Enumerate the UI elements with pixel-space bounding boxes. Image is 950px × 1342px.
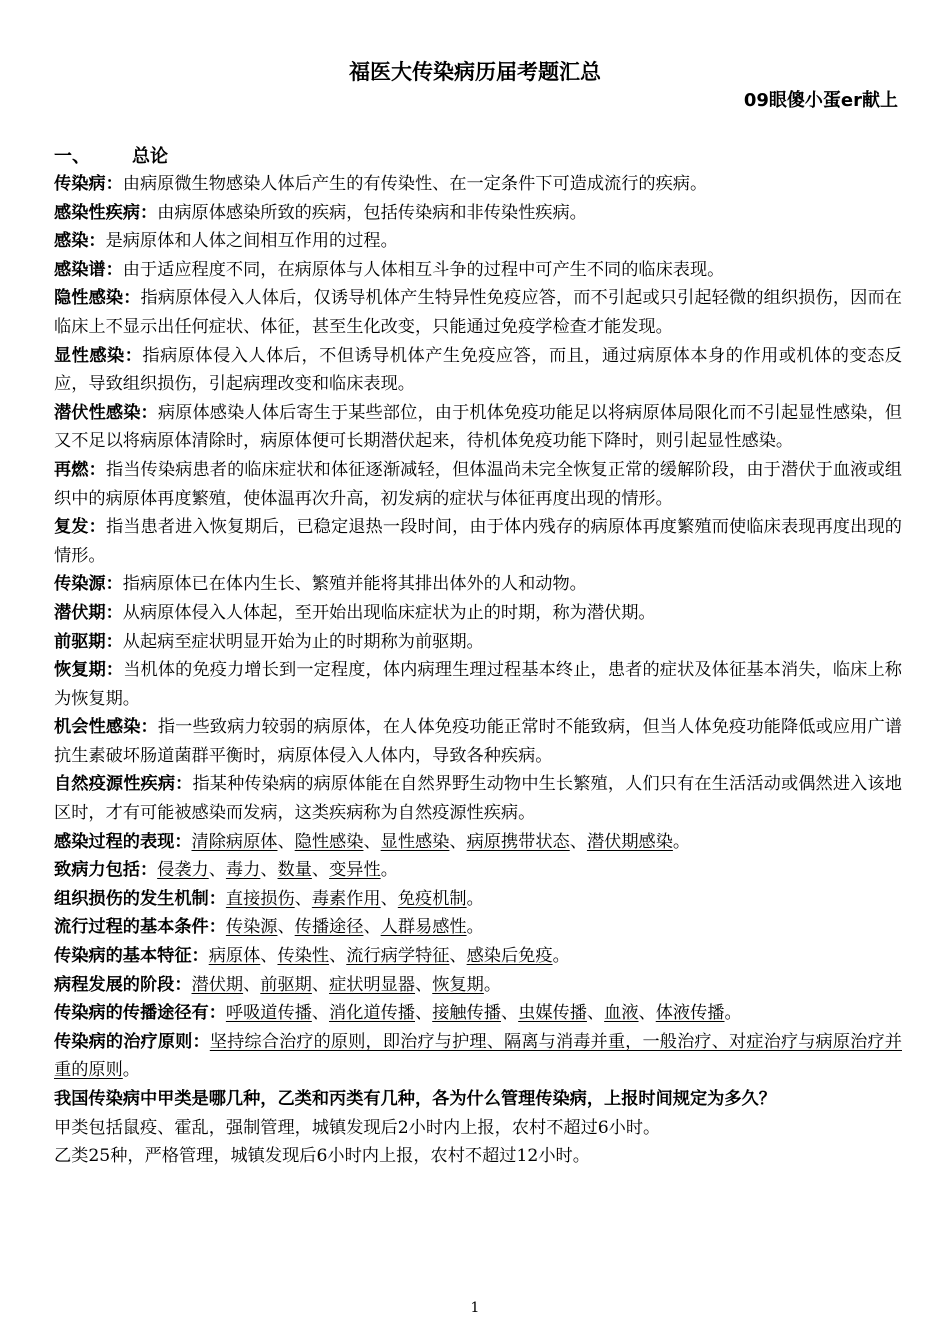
definition-paragraph <box>54 199 902 228</box>
definition-term: 复发： <box>54 517 106 538</box>
separator: 、 <box>208 860 226 881</box>
question: 我国传染病中甲类是哪几种，乙类和丙类有几种，各为什么管理传染病，上报时间规定为多久？ <box>54 1089 776 1109</box>
definition-paragraph <box>54 456 902 513</box>
definition-paragraph <box>54 284 902 341</box>
underlined-item: 消化道传播 <box>329 1003 415 1024</box>
definition-paragraph <box>54 256 902 285</box>
end-punctuation: 。 <box>380 860 398 881</box>
key-point-paragraph <box>54 942 902 971</box>
definition-term: 隐性感染： <box>54 288 141 309</box>
underlined-item: 毒素作用 <box>311 888 381 909</box>
underlined-item: 呼吸道传播 <box>225 1003 312 1024</box>
separator: 、 <box>449 831 467 852</box>
definition-paragraph <box>54 656 902 713</box>
answer-paragraph: 甲类包括鼠疫、霍乱，强制管理，城镇发现后2小时内上报，农村不超过6小时。 <box>54 1117 661 1138</box>
key-point-term: 传染病的基本特征： <box>54 946 209 967</box>
definition-text: 由病原体感染所致的疾病，包括传染病和非传染性疾病。 <box>157 202 587 223</box>
underlined-item: 传染源 <box>225 917 278 938</box>
definition-term: 传染源： <box>54 574 123 595</box>
underlined-item: 病原携带状态 <box>466 831 570 852</box>
underlined-item: 流行病学特征 <box>346 946 450 967</box>
separator: 、 <box>260 946 278 967</box>
separator: 、 <box>363 831 381 852</box>
section-heading <box>54 142 168 168</box>
end-punctuation: 。 <box>724 1003 742 1024</box>
definition-paragraph <box>54 513 902 570</box>
definition-list <box>54 170 902 828</box>
definition-term: 显性感染： <box>54 345 143 366</box>
underlined-item: 数量 <box>277 860 312 881</box>
definition-term: 前驱期： <box>54 631 123 652</box>
end-punctuation: 。 <box>122 1060 140 1081</box>
end-punctuation: 。 <box>483 974 502 995</box>
definition-text: 当机体的免疫力增长到一定程度，体内病理生理过程基本终止，患者的症状及体征基本消失，临床上称为恢复期。 <box>54 660 902 709</box>
definition-paragraph <box>54 399 902 456</box>
underlined-item: 变异性 <box>329 860 381 881</box>
key-point-paragraph <box>54 828 902 857</box>
definition-text: 是病原体和人体之间相互作用的过程。 <box>105 231 398 252</box>
separator: 、 <box>311 1003 330 1024</box>
separator: 、 <box>311 974 330 995</box>
definition-paragraph <box>54 599 902 628</box>
document-title: 福医大传染病历届考题汇总 <box>349 60 601 84</box>
underlined-item: 侵袭力 <box>157 860 209 881</box>
definition-term: 潜伏性感染： <box>54 402 158 423</box>
key-point-term: 致病力包括： <box>54 860 158 881</box>
separator: 、 <box>260 860 278 881</box>
key-point-term: 病程发展的阶段： <box>54 974 192 995</box>
end-punctuation: 。 <box>672 831 691 852</box>
separator: 、 <box>329 946 347 967</box>
definition-term: 恢复期： <box>54 660 124 681</box>
definition-text: 指当患者进入恢复期后，已稳定退热一段时间，由于体内残存的病原体再度繁殖而使临床表现再度出现的情形。 <box>54 517 902 566</box>
definition-paragraph <box>54 713 902 770</box>
separator: 、 <box>449 946 467 967</box>
key-point-term: 感染过程的表现： <box>54 831 192 852</box>
underlined-item: 虫媒传播 <box>518 1003 587 1024</box>
underlined-item: 恢复期 <box>432 974 484 995</box>
separator: 、 <box>380 888 398 909</box>
key-point-paragraph <box>54 971 902 1000</box>
definition-paragraph <box>54 570 902 599</box>
underlined-item: 血液 <box>604 1003 639 1024</box>
page-number: 1 <box>470 1300 480 1316</box>
key-point-term: 流行过程的基本条件： <box>54 917 226 938</box>
underlined-item: 直接损伤 <box>225 888 295 909</box>
separator: 、 <box>500 1003 519 1024</box>
key-point-term: 传染病的治疗原则： <box>54 1031 210 1052</box>
separator: 、 <box>277 831 295 852</box>
definition-text: 从病原体侵入人体起，至开始出现临床症状为止的时期，称为潜伏期。 <box>122 602 656 623</box>
definition-term: 感染： <box>54 231 106 252</box>
definition-paragraph <box>54 170 902 199</box>
underlined-item: 体液传播 <box>655 1003 725 1024</box>
definition-term: 传染病： <box>54 174 123 194</box>
definition-term: 感染谱： <box>54 259 123 280</box>
separator: 、 <box>311 860 330 881</box>
definition-text: 指病原体侵入人体后，不但诱导机体产生免疫应答，而且，通过病原体本身的作用或机体的变态反应，导致组织损伤，引起病理改变和临床表现。 <box>54 345 902 395</box>
underlined-item: 隐性感染 <box>294 831 364 852</box>
definition-term: 机会性感染： <box>54 717 158 738</box>
end-punctuation: 。 <box>466 917 484 938</box>
underlined-item: 潜伏期感染 <box>586 831 673 852</box>
end-punctuation: 。 <box>466 888 484 909</box>
separator: 、 <box>586 1003 605 1024</box>
definition-text: 指一些致病力较弱的病原体，在人体免疫功能正常时不能致病，但当人体免疫功能降低或应用广谱抗生素破坏肠道菌群平衡时，病原体侵入人体内，导致各种疾病。 <box>54 717 902 766</box>
key-point-paragraph <box>54 856 902 885</box>
definition-text: 指病原体侵入人体后，仅诱导机体产生特异性免疫应答，而不引起或只引起轻微的组织损伤，因而在临床上不显示出任何症状、体征，甚至生化改变，只能通过免疫学检查才能发现。 <box>54 288 902 337</box>
underlined-item: 病原体 <box>208 946 261 967</box>
definition-text: 指某种传染病的病原体能在自然界野生动物中生长繁殖，人们只有在生活活动或偶然进入该地区时，才有可能被感染而发病，这类疾病称为自然疫源性疾病。 <box>54 774 902 824</box>
underlined-item: 免疫机制 <box>397 888 467 909</box>
separator: 、 <box>638 1003 656 1024</box>
underlined-item: 传播途径 <box>294 917 364 938</box>
separator: 、 <box>569 831 587 852</box>
end-punctuation: 。 <box>552 946 570 967</box>
underlined-item: 传染性 <box>277 946 330 967</box>
author-credit: 09眼傻小蛋er献上 <box>743 90 898 111</box>
separator: 、 <box>415 1003 433 1024</box>
underlined-item: 坚持综合治疗的原则，即治疗与护理、隔离与消毒并重，一般治疗、对症治疗与病原治疗并重的原则 <box>54 1031 902 1081</box>
key-point-list <box>54 828 902 1085</box>
key-point-paragraph <box>54 885 902 914</box>
definition-paragraph <box>54 770 902 827</box>
key-point-paragraph <box>54 999 902 1028</box>
definition-term: 感染性疾病： <box>54 202 158 223</box>
underlined-item: 感染后免疫 <box>466 946 553 967</box>
underlined-item: 潜伏期 <box>191 974 244 995</box>
separator: 、 <box>363 917 381 938</box>
definition-paragraph <box>54 342 902 399</box>
definition-text: 指病原体已在体内生长、繁殖并能将其排出体外的人和动物。 <box>122 574 587 595</box>
key-point-paragraph <box>54 1028 902 1085</box>
definition-term: 自然疫源性疾病： <box>54 774 193 795</box>
key-point-term: 组织损伤的发生机制： <box>54 888 226 909</box>
definition-term: 再燃： <box>54 459 106 480</box>
answer-list <box>54 1114 902 1171</box>
definition-text: 病原体感染人体后寄生于某些部位，由于机体免疫功能足以将病原体局限化而不引起显性感染，但又不足以将病原体清除时，病原体便可长期潜伏起来，待机体免疫功能下降时，则引起显性感染。 <box>54 402 902 452</box>
definition-text: 指当传染病患者的临床症状和体征逐渐减轻，但体温尚未完全恢复正常的缓解阶段，由于潜伏于血液或组织中的病原体再度繁殖，使体温再次升高，初发病的症状与体征再度出现的情形。 <box>54 459 902 509</box>
definition-text: 由病原微生物感染人体后产生的有传染性、在一定条件下可造成流行的疾病。 <box>122 174 708 194</box>
underlined-item: 症状明显器 <box>329 974 416 995</box>
underlined-item: 毒力 <box>225 860 261 881</box>
section-label: 总论 <box>132 146 168 167</box>
definition-paragraph <box>54 227 902 256</box>
underlined-item: 显性感染 <box>380 831 450 852</box>
separator: 、 <box>415 974 433 995</box>
definition-text: 从起病至症状明显开始为止的时期称为前驱期。 <box>122 631 484 652</box>
key-point-paragraph <box>54 913 902 942</box>
key-point-term: 传染病的传播途径有： <box>54 1003 226 1024</box>
underlined-item: 清除病原体 <box>191 831 278 852</box>
document-body <box>54 170 902 1171</box>
underlined-item: 接触传播 <box>432 1003 501 1024</box>
underlined-item: 前驱期 <box>260 974 312 995</box>
definition-term: 潜伏期： <box>54 602 123 623</box>
separator: 、 <box>294 888 312 909</box>
underlined-item: 人群易感性 <box>380 917 467 938</box>
definition-text: 由于适应程度不同，在病原体与人体相互斗争的过程中可产生不同的临床表现。 <box>122 259 725 280</box>
separator: 、 <box>243 974 261 995</box>
answer-paragraph: 乙类25种，严格管理，城镇发现后6小时内上报，农村不超过12小时。 <box>54 1146 590 1167</box>
section-number: 一、 <box>54 146 90 167</box>
definition-paragraph <box>54 628 902 657</box>
separator: 、 <box>277 917 295 938</box>
